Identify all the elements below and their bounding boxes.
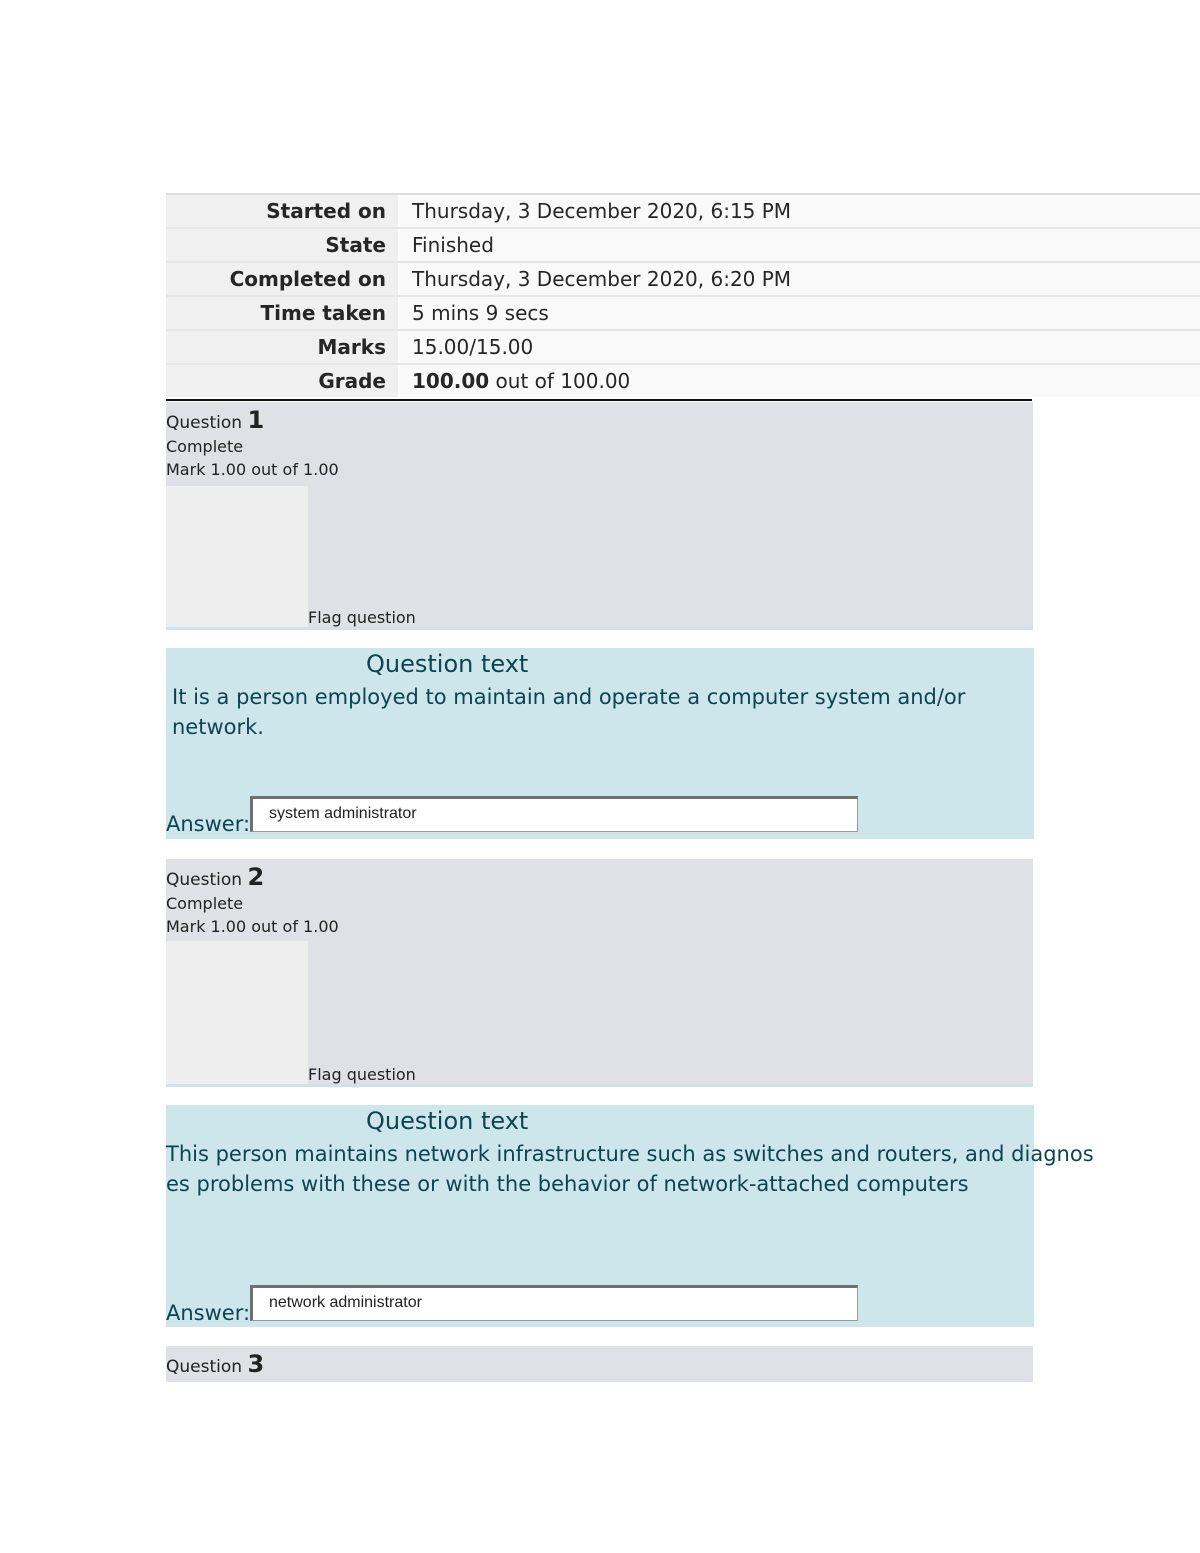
panel-divider	[166, 627, 1033, 630]
question-prefix: Question	[166, 1357, 243, 1377]
summary-row-marks	[166, 331, 1200, 365]
question-1-text-panel	[166, 648, 1034, 839]
question-number	[166, 1346, 1033, 1379]
summary-label: Grade	[166, 365, 398, 397]
question-3-info	[166, 1346, 1033, 1382]
summary-row-started	[166, 195, 1200, 229]
grade-score: 100.00	[412, 369, 490, 393]
answer-label: Answer:	[166, 1301, 251, 1325]
summary-value: Thursday, 3 December 2020, 6:15 PM	[398, 195, 1200, 227]
question-mark: Mark 1.00 out of 1.00	[166, 917, 339, 936]
answer-input[interactable]: network administrator	[250, 1285, 858, 1321]
question-number	[166, 402, 1033, 435]
summary-row-grade	[166, 365, 1200, 397]
question-2-text-panel	[166, 1105, 1094, 1327]
summary-divider	[166, 399, 1032, 401]
summary-label: Completed on	[166, 263, 398, 295]
summary-value: Finished	[398, 229, 1200, 261]
question-number-value: 2	[247, 863, 265, 891]
answer-input[interactable]: system administrator	[250, 796, 858, 832]
panel-divider	[166, 1084, 1033, 1087]
flag-box	[166, 941, 308, 1087]
summary-value: 15.00/15.00	[398, 331, 1200, 363]
summary-value: Thursday, 3 December 2020, 6:20 PM	[398, 263, 1200, 295]
question-number-value: 1	[247, 406, 265, 434]
summary-row-time-taken	[166, 297, 1200, 331]
summary-label: Time taken	[166, 297, 398, 329]
question-prefix: Question	[166, 870, 243, 890]
attempt-summary-table	[166, 193, 1200, 397]
question-mark: Mark 1.00 out of 1.00	[166, 460, 339, 479]
question-prefix: Question	[166, 413, 243, 433]
summary-label: State	[166, 229, 398, 261]
question-2-info	[166, 859, 1033, 1087]
flag-question-link[interactable]: Flag question	[308, 608, 416, 627]
summary-row-state	[166, 229, 1200, 263]
grade-total: out of 100.00	[489, 369, 631, 393]
summary-label: Started on	[166, 195, 398, 227]
summary-row-completed	[166, 263, 1200, 297]
question-1-info	[166, 402, 1033, 630]
question-text	[166, 1139, 1094, 1199]
question-text: It is a person employed to maintain and operate a computer system and/or network.	[172, 685, 966, 739]
question-text-title: Question text	[366, 1107, 529, 1135]
question-state: Complete	[166, 894, 244, 913]
question-number	[166, 859, 1033, 892]
question-state: Complete	[166, 437, 244, 456]
question-text-line: This person maintains network infrastructure such as switches and routers, and diagnos	[166, 1142, 1094, 1166]
flag-question-link[interactable]: Flag question	[308, 1065, 416, 1084]
question-number-value: 3	[247, 1350, 265, 1378]
question-text-title: Question text	[366, 650, 529, 678]
question-text-line: es problems with these or with the behavior of network-attached computers	[166, 1172, 969, 1196]
flag-box	[166, 486, 308, 630]
summary-value: 5 mins 9 secs	[398, 297, 1200, 329]
answer-label: Answer:	[166, 812, 251, 836]
summary-value	[398, 365, 1200, 397]
summary-label: Marks	[166, 331, 398, 363]
